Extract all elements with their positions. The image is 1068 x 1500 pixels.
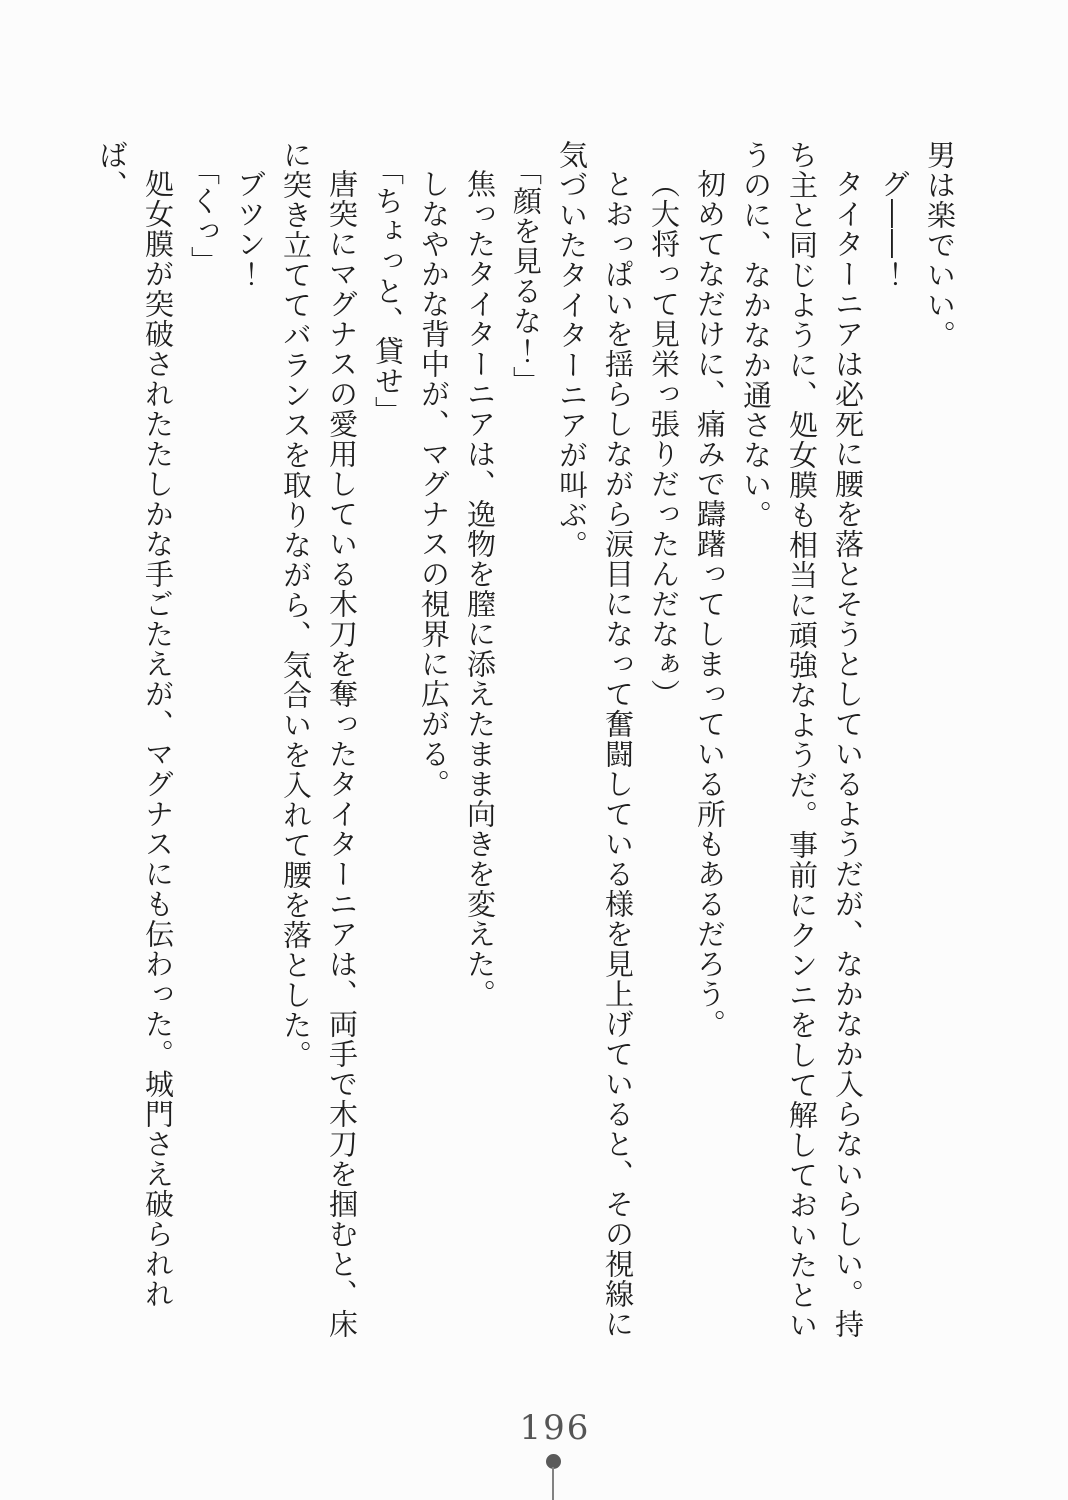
text-line: 処女膜が突破されたたしかな手ごたえが、マグナスにも伝わった。城門さえ破られれば、: [95, 140, 175, 1309]
body-text: [95, 140, 963, 1350]
text-line: うのに、なかなか通さない。: [739, 140, 773, 530]
footer-stem-ornament: [552, 1467, 554, 1500]
text-line: ち主と同じように、処女膜も相当に頑強なようだ。事前にクンニをして解しておいたとい: [785, 140, 819, 1340]
text-line: （大将って見栄っ張りだったんだなぁ）: [647, 169, 681, 709]
text-line: ブツン！: [233, 169, 267, 289]
text-line: しなやかな背中が、マグナスの視界に広がる。: [417, 169, 451, 799]
text-line-dialogue: 「ちょっと、貸せ」: [371, 155, 405, 426]
text-line: とおっぱいを揺らしながら涙目になって奮闘している様を見上げていると、その視線に: [601, 169, 635, 1339]
page-number: 196: [519, 1408, 591, 1448]
text-line-dialogue: 「顔を見るな！」: [509, 155, 543, 396]
text-line: 初めてなだけに、痛みで躊躇ってしまっている所もあるだろう。: [693, 169, 727, 1039]
text-line: に突き立ててバランスを取りながら、気合いを入れて腰を落とした。: [279, 140, 313, 1070]
text-line: グ――！: [877, 169, 911, 289]
text-line: 気づいたタイターニアが叫ぶ。: [555, 140, 589, 560]
text-line: 焦ったタイターニアは、逸物を膣に添えたまま向きを変えた。: [463, 169, 497, 1009]
text-line: 唐突にマグナスの愛用している木刀を奪ったタイターニアは、両手で木刀を掴むと、床: [325, 169, 359, 1339]
text-line: タイターニアは必死に腰を落とそうとしているようだが、なかなか入らないらしい。持: [831, 169, 865, 1339]
text-line: 男は楽でいい。: [923, 140, 957, 350]
text-line-dialogue: 「くっ」: [187, 155, 221, 276]
